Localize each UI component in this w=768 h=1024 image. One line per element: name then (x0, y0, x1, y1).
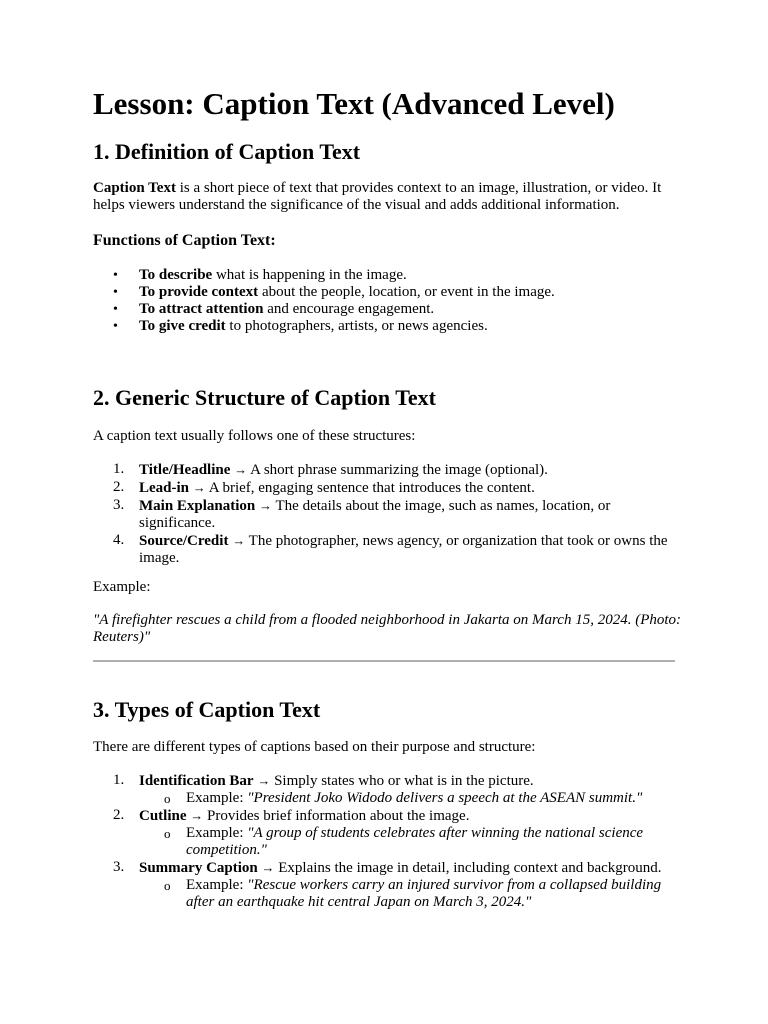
item-text: The details about the image, such as names, location, or significance. (139, 498, 611, 531)
definition-term: Caption Text (93, 180, 176, 196)
arrow-icon: → (261, 860, 275, 875)
section-2-heading: 2. Generic Structure of Caption Text (93, 385, 437, 410)
arrow-icon: → (192, 480, 206, 495)
example-label: Example: (186, 825, 248, 841)
example-item (93, 790, 683, 807)
example-text: "President Joko Widodo delivers a speech at the ASEAN summit." (247, 790, 643, 806)
item-term: Source/Credit (139, 533, 229, 549)
item-term: To provide context (139, 284, 259, 300)
item-term: To give credit (139, 318, 226, 334)
item-term: Cutline (139, 808, 187, 824)
arrow-icon: → (232, 533, 246, 548)
definition-text: is a short piece of text that provides context to an image, illustration, or video. It helps viewers understand the significance of the visual and adds additional information. (93, 180, 662, 213)
item-number: 4. (113, 532, 125, 548)
example-text: "A firefighter rescues a child from a flooded neighborhood in Jakarta on March 15, 2024. (Photo: Reuters)" (93, 612, 682, 645)
item-term: Summary Caption (139, 860, 258, 876)
list-item (93, 267, 683, 284)
item-text: what is happening in the image. (212, 267, 407, 283)
definition-paragraph (93, 180, 683, 214)
circle-bullet-icon: o (164, 878, 171, 893)
item-number: 2. (113, 479, 125, 495)
list-item (93, 807, 683, 825)
section-2-intro: A caption text usually follows one of these structures: (93, 428, 416, 444)
types-list (93, 772, 683, 911)
item-term: To describe (139, 267, 213, 283)
example-text: "A group of students celebrates after winning the national science competition." (186, 825, 644, 858)
list-item (93, 859, 683, 877)
item-term: To attract attention (139, 301, 264, 317)
item-number: 2. (113, 807, 125, 823)
functions-list (93, 267, 683, 335)
example-label: Example: (186, 877, 248, 893)
example-label: Example: (93, 579, 151, 595)
list-item (93, 318, 683, 335)
section-3-intro: There are different types of captions based on their purpose and structure: (93, 739, 536, 755)
item-term: Identification Bar (139, 773, 254, 789)
structure-list (93, 461, 683, 567)
item-number: 1. (113, 772, 125, 788)
item-text: and encourage engagement. (263, 301, 435, 317)
item-number: 3. (113, 497, 125, 513)
item-text: Simply states who or what is in the picture. (270, 773, 534, 789)
page-title: Lesson: Caption Text (Advanced Level) (93, 86, 615, 121)
list-item (93, 461, 683, 479)
list-item (93, 479, 683, 497)
functions-heading: Functions of Caption Text: (93, 232, 276, 249)
section-1-heading: 1. Definition of Caption Text (93, 139, 361, 164)
list-item (93, 772, 683, 790)
item-term: Main Explanation (139, 498, 256, 514)
list-item (93, 497, 683, 532)
example-text: "Rescue workers carry an injured survivor from a collapsed building after an earthquake hit central Japan on March 3, 2024." (186, 877, 662, 910)
example-item (93, 825, 683, 859)
item-term: Lead-in (139, 480, 190, 496)
arrow-icon: → (190, 808, 204, 823)
arrow-icon: → (234, 462, 248, 477)
item-text: The photographer, news agency, or organization that took or owns the image. (139, 533, 668, 566)
circle-bullet-icon: o (164, 826, 171, 841)
item-number: 3. (113, 859, 125, 875)
section-3-heading: 3. Types of Caption Text (93, 697, 321, 722)
circle-bullet-icon: o (164, 791, 171, 806)
example-label: Example: (186, 790, 248, 806)
item-number: 1. (113, 461, 125, 477)
item-text: about the people, location, or event in the image. (258, 284, 555, 300)
list-item (93, 301, 683, 318)
item-text: Provides brief information about the image. (203, 808, 470, 824)
item-text: Explains the image in detail, including context and background. (274, 860, 662, 876)
arrow-icon: → (257, 773, 271, 788)
section-divider (93, 660, 675, 662)
list-item (93, 532, 683, 567)
arrow-icon: → (259, 498, 273, 513)
example-item (93, 877, 683, 911)
item-term: Title/Headline (139, 462, 231, 478)
item-text: A brief, engaging sentence that introduces the content. (205, 480, 535, 496)
item-text: A short phrase summarizing the image (optional). (247, 462, 548, 478)
list-item (93, 284, 683, 301)
item-text: to photographers, artists, or news agencies. (225, 318, 488, 334)
